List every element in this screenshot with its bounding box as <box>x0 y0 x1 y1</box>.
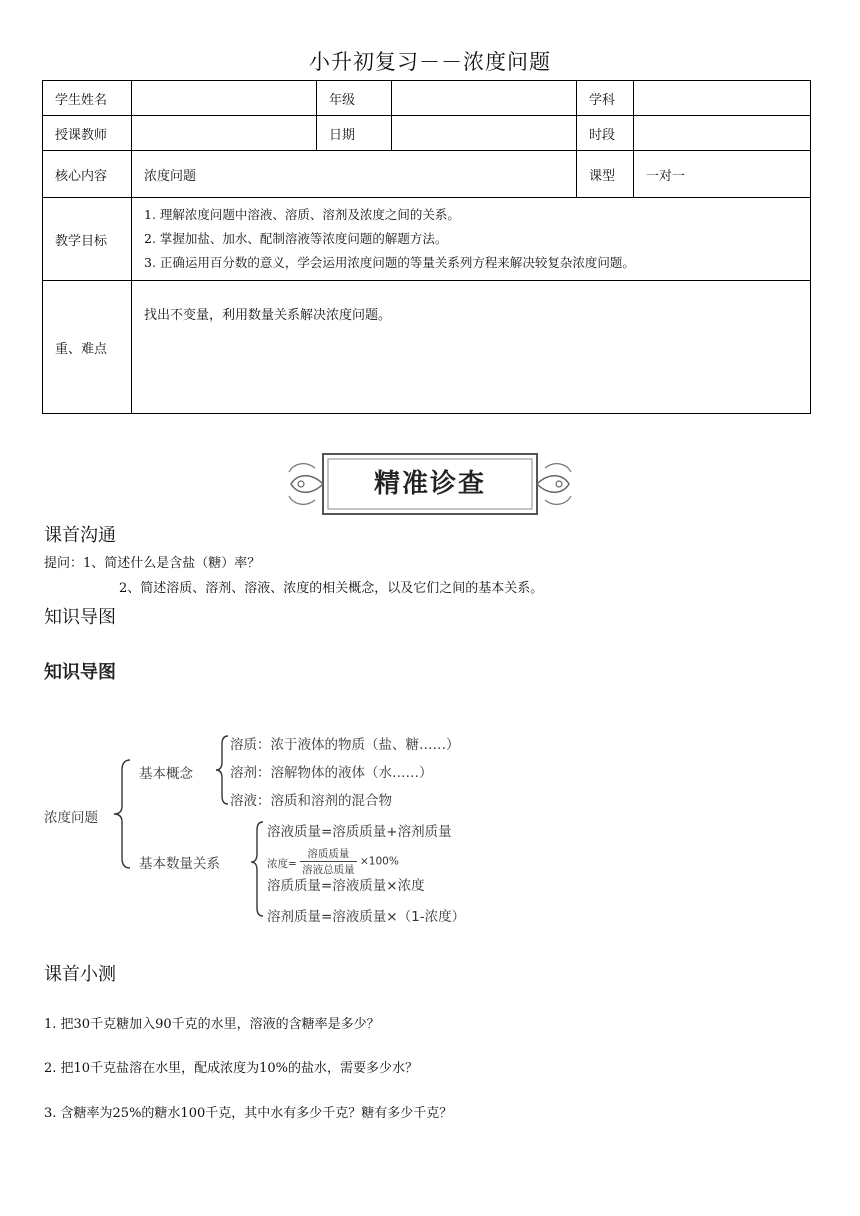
core-label: 核心内容 <box>43 151 132 198</box>
goal-item: 1. 理解浓度问题中溶液、溶质、溶剂及浓度之间的关系。 <box>144 207 460 222</box>
core-value: 浓度问题 <box>132 151 577 198</box>
concentration-formula <box>267 846 399 877</box>
mind-map-item: 溶质：浓于液体的物质（盐、糖……） <box>230 737 460 753</box>
goal-item: 2. 掌握加盐、加水、配制溶液等浓度问题的解题方法。 <box>144 231 448 246</box>
warmup-heading: 课首沟通 <box>44 525 116 546</box>
knowledge-map-image-title: 知识导图 <box>44 662 116 683</box>
formula-numerator: 溶质质量 <box>300 846 357 862</box>
period-label: 时段 <box>577 116 634 151</box>
difficulty-value: 找出不变量，利用数量关系解决浓度问题。 <box>144 307 392 323</box>
knowledge-map-heading: 知识导图 <box>44 607 116 628</box>
goals-label: 教学目标 <box>43 198 132 281</box>
student-name-field <box>132 81 317 116</box>
teacher-field <box>132 116 317 151</box>
section-banner <box>285 448 575 520</box>
warmup-question-1: 提问：1、简述什么是含盐（糖）率？ <box>44 556 261 571</box>
mind-map-item: 溶质质量=溶液质量×浓度 <box>267 878 425 894</box>
formula-prefix: 浓度= <box>267 857 297 870</box>
quiz-heading: 课首小测 <box>44 964 116 985</box>
quiz-question: 2. 把10千克盐溶在水里，配成浓度为10%的盐水，需要多少水？ <box>44 1061 418 1076</box>
grade-label: 年级 <box>317 81 392 116</box>
subject-label: 学科 <box>577 81 634 116</box>
goals-cell <box>132 198 811 281</box>
mind-map-braces <box>100 728 280 928</box>
mind-map-item: 溶剂：溶解物体的液体（水……） <box>230 765 433 781</box>
date-label: 日期 <box>317 116 392 151</box>
banner-title: 精准诊查 <box>373 469 486 499</box>
formula-denominator: 溶液总质量 <box>302 864 355 876</box>
mind-map-item: 溶液：溶质和溶剂的混合物 <box>230 793 392 809</box>
quiz-question: 3. 含糖率为25%的糖水100千克，其中水有多少千克？糖有多少千克？ <box>44 1106 453 1121</box>
subject-field <box>634 81 811 116</box>
teacher-label: 授课教师 <box>43 116 132 151</box>
date-field <box>392 116 577 151</box>
warmup-question-2: 2、简述溶质、溶剂、溶液、浓度的相关概念，以及它们之间的基本关系。 <box>119 581 544 596</box>
mind-map-branch-basic-concepts: 基本概念 <box>139 766 193 782</box>
mind-map-item: 溶液质量=溶质质量+溶剂质量 <box>267 824 452 840</box>
page-title: 小升初复习－－浓度问题 <box>309 50 551 74</box>
mind-map-item: 溶剂质量=溶液质量×（1-浓度） <box>267 909 466 925</box>
period-field <box>634 116 811 151</box>
mind-map-root: 浓度问题 <box>44 810 98 826</box>
student-name-label: 学生姓名 <box>43 81 132 116</box>
formula-suffix: ×100% <box>360 855 399 868</box>
type-value: 一对一 <box>634 151 811 198</box>
difficulty-cell <box>132 281 811 414</box>
mind-map-branch-relations: 基本数量关系 <box>139 856 220 872</box>
type-label: 课型 <box>577 151 634 198</box>
difficulty-label: 重、难点 <box>43 281 132 414</box>
grade-field <box>392 81 577 116</box>
quiz-question: 1. 把30千克糖加入90千克的水里，溶液的含糖率是多少？ <box>44 1017 380 1032</box>
formula-fraction <box>300 846 357 877</box>
goal-item: 3. 正确运用百分数的意义，学会运用浓度问题的等量关系列方程来解决较复杂浓度问题。 <box>144 255 635 270</box>
lesson-info-table <box>42 80 811 414</box>
